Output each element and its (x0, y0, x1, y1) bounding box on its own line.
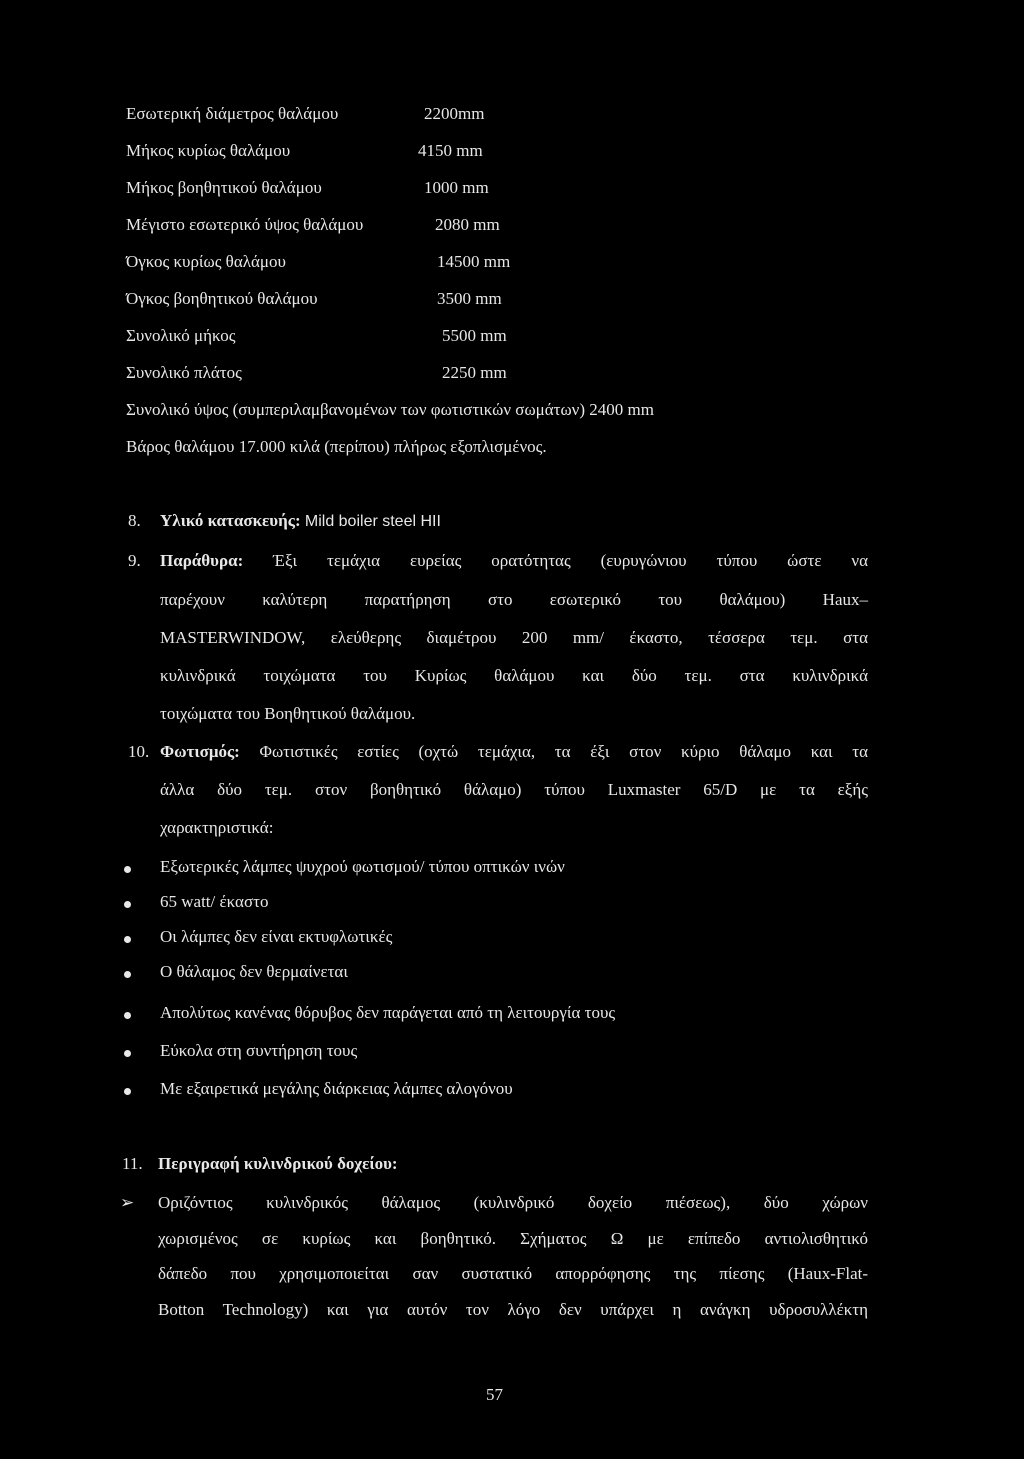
paragraph-line: παρέχουν καλύτερη παρατήρηση στο εσωτερικό του θαλάμου) Haux– (160, 590, 868, 609)
bullet-icon (124, 936, 131, 943)
spec-value: 2080 mm (435, 215, 500, 234)
spec-value: 2250 mm (442, 363, 507, 382)
paragraph-line: Οριζόντιος κυλινδρικός θάλαμος (κυλινδρικό δοχείο πιέσεως), δύο χώρων (158, 1193, 868, 1212)
paragraph-line: Φωτιστικές εστίες (οχτώ τεμάχια, τα έξι στον κύριο θάλαμο και τα (259, 742, 868, 761)
section-text: Mild boiler steel HII (304, 513, 441, 530)
spec-value: 5500 mm (442, 326, 507, 345)
section-number: 10. (128, 742, 150, 761)
paragraph-line: τοιχώματα του Βοηθητικού θαλάμου. (160, 704, 416, 723)
spec-label: Συνολικό πλάτος (126, 363, 242, 382)
list-item: Εύκολα στη συντήρηση τους (160, 1041, 358, 1060)
list-item: 65 watt/ έκαστο (160, 892, 269, 911)
spec-label: Μήκος βοηθητικού θαλάμου (126, 178, 322, 197)
spec-label: Εσωτερική διάμετρος θαλάμου (126, 104, 339, 123)
section-title: Παράθυρα: (160, 551, 244, 570)
paragraph-line: MASTERWINDOW, ελεύθερης διαμέτρου 200 mm/ έκαστο, τέσσερα τεμ. στα (160, 628, 868, 647)
arrow-bullet-icon: ➢ (120, 1193, 135, 1212)
paragraph-line: άλλα δύο τεμ. στον βοηθητικό θάλαμο) τύπου Luxmaster 65/D με τα εξής (160, 780, 868, 799)
section-number: 9. (128, 551, 141, 570)
total-height-line: Συνολικό ύψος (συμπεριλαμβανομένων των φωτιστικών σωμάτων) 2400 mm (126, 400, 654, 419)
list-item: Ο θάλαμος δεν θερμαίνεται (160, 962, 348, 981)
bullet-icon (124, 1050, 131, 1057)
bullet-icon (124, 971, 131, 978)
list-item: Οι λάμπες δεν είναι εκτυφλωτικές (160, 927, 393, 946)
spec-label: Συνολικό μήκος (126, 326, 236, 345)
bullet-icon (124, 866, 131, 873)
paragraph-line: δάπεδο που χρησιμοποιείται σαν συστατικό απορρόφησης της πίεσης (Haux-Flat- (158, 1264, 868, 1283)
spec-label: Μέγιστο εσωτερικό ύψος θαλάμου (126, 215, 364, 234)
list-item: Με εξαιρετικά μεγάλης διάρκειας λάμπες αλογόνου (160, 1079, 513, 1098)
list-item: Απολύτως κανένας θόρυβος δεν παράγεται από τη λειτουργία τους (160, 1003, 616, 1022)
paragraph-line: Έξι τεμάχια ευρείας ορατότητας (ευρυγώνιου τύπου ώστε να (273, 551, 869, 570)
section-number: 11. (122, 1154, 143, 1173)
spec-value: 14500 mm (437, 252, 511, 271)
section-8-heading (160, 511, 441, 531)
list-item: Εξωτερικές λάμπες ψυχρού φωτισμού/ τύπου οπτικών ινών (160, 857, 565, 876)
bullet-icon (124, 1012, 131, 1019)
paragraph-line: χωρισμένος σε κυρίως και βοηθητικό. Σχήματος Ω με επίπεδο αντιολισθητικό (158, 1229, 868, 1248)
spec-value: 1000 mm (424, 178, 489, 197)
paragraph-line: χαρακτηριστικά: (160, 818, 274, 837)
spec-value: 4150 mm (418, 141, 483, 160)
section-title: Φωτισμός: (160, 742, 240, 761)
section-number: 8. (128, 511, 141, 530)
section-10-first-line (160, 742, 868, 762)
paragraph-line: κυλινδρικά τοιχώματα του Κυρίως θαλάμου και δύο τεμ. στα κυλινδρικά (160, 666, 868, 685)
section-title: Περιγραφή κυλινδρικού δοχείου: (158, 1154, 398, 1173)
spec-label: Όγκος βοηθητικού θαλάμου (126, 289, 318, 308)
spec-value: 3500 mm (437, 289, 502, 308)
page-number: 57 (486, 1385, 503, 1404)
bullet-icon (124, 901, 131, 908)
section-9-first-line (160, 551, 868, 571)
spec-value: 2200mm (424, 104, 485, 123)
spec-label: Όγκος κυρίως θαλάμου (126, 252, 286, 271)
spec-label: Μήκος κυρίως θαλάμου (126, 141, 291, 160)
bullet-icon (124, 1088, 131, 1095)
paragraph-line: Botton Technology) και για αυτόν τον λόγο δεν υπάρχει η ανάγκη υδροσυλλέκτη (158, 1300, 868, 1319)
section-title: Υλικό κατασκευής: (160, 511, 301, 530)
weight-line: Βάρος θαλάμου 17.000 κιλά (περίπου) πλήρως εξοπλισμένος. (126, 437, 547, 456)
